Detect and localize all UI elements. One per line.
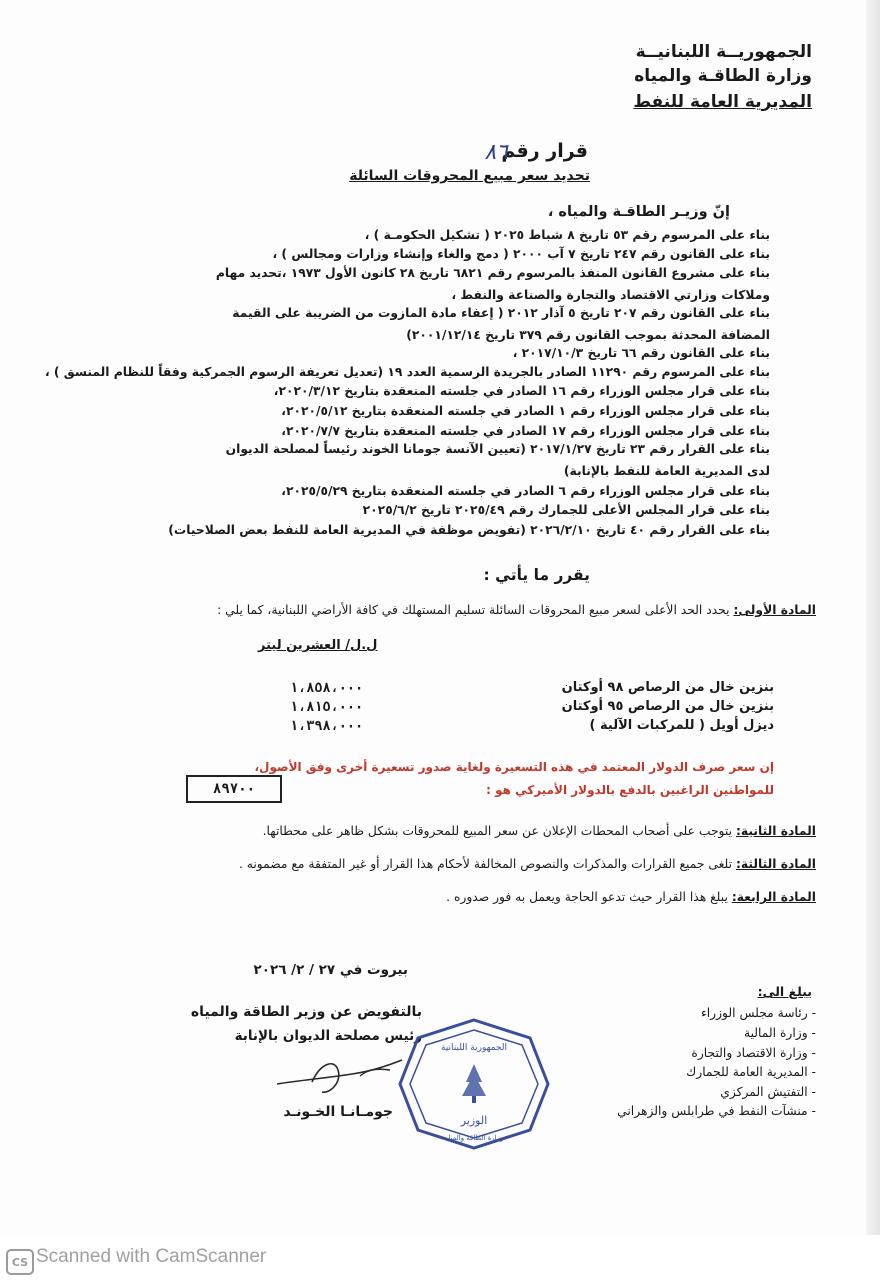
stamp-bottom-text: وزارة الطاقة والمياه: [444, 1134, 504, 1142]
notify-item-1: - رئاسة مجلس الوزراء: [700, 1006, 816, 1020]
article-2-label: المادة الثانية:: [735, 824, 816, 838]
camscanner-logo-icon: CS: [6, 1249, 34, 1275]
stamp-center-text: الوزير: [460, 1114, 488, 1127]
notify-item-6: - منشآت النفط في طرابلس والزهراني: [617, 1104, 816, 1118]
consideration-1: بناء على المرسوم رقم ٥٣ تاريخ ٨ شباط ٢٠٢٥ ( تشكيل الحكومـة ) ،: [364, 228, 770, 242]
notify-item-2: - وزارة المالية: [744, 1026, 816, 1040]
dollar-rate-box: [186, 775, 282, 803]
article-3-label: المادة الثالثة:: [735, 857, 816, 871]
fuel-name-98: بنزين خال من الرصاص ٩٨ أوكتان: [561, 680, 774, 695]
article-4: [446, 890, 816, 904]
consideration-7: بناء على قرار مجلس الوزراء رقم ١٦ الصادر في جلسته المنعقدة بتاريخ ٢٠٢٠/٣/١٢،: [273, 384, 770, 398]
consideration-3: بناء على مشروع القانون المنفذ بالمرسوم رقم ٦٨٢١ تاريخ ٢٨ كانون الأول ١٩٧٣ ،تحديد مهام وملاكات وزارتي الاقتصاد والتجارة والصناعة والنفط ،: [215, 266, 770, 302]
price-unit-header: ل.ل/ العشرين ليتر: [258, 638, 378, 653]
consideration-11: بناء على قرار مجلس الوزراء رقم ٦ الصادر في جلسته المنعقدة بتاريخ ٢٠٢٥/٥/٢٩،: [281, 484, 770, 498]
notify-item-5: - التفتيش المركزي: [720, 1085, 816, 1099]
handwritten-signature: [272, 1050, 412, 1100]
header-ministry: وزارة الطاقـة والمياه: [634, 66, 812, 86]
consideration-2: بناء على القانون رقم ٢٤٧ تاريخ ٧ آب ٢٠٠٠ ( دمج والغاء وإنشاء وزارات ومجالس ) ،: [272, 247, 770, 261]
notify-title: يبلغ الى:: [757, 984, 812, 999]
decision-subject: تحديد سعر مبيع المحروقات السائلة: [349, 168, 590, 184]
header-directorate: المديرية العامة للنفط: [633, 92, 812, 112]
decision-title: قرار رقم: [501, 140, 588, 162]
header-republic: الجمهوريــة اللبنانيــة: [635, 42, 812, 62]
consideration-6: بناء على المرسوم رقم ١١٢٩٠ الصادر بالجريدة الرسمية العدد ١٩ (تعديل تعريفة الرسوم الجمركية وفقاً للنظام المنسق ) ،: [44, 365, 770, 379]
article-4-text: يبلغ هذا القرار حيث تدعو الحاجة ويعمل به فور صدوره .: [446, 890, 728, 904]
consideration-13: بناء على القرار رقم ٤٠ تاريخ ٢٠٢٦/٢/١٠ (تفويض موظفة في المديرية العامة للنفط بعض الصلاحيات): [168, 523, 770, 537]
article-3: [239, 857, 816, 871]
dollar-note-line2: للمواطنين الراغبين بالدفع بالدولار الأميركي هو :: [486, 783, 774, 797]
consideration-4: بناء على القانون رقم ٢٠٧ تاريخ ٥ آذار ٢٠١٢ ( إعفاء مادة المازوت من الضريبة على القيمة المضافة المحدثة بموجب القانون رقم ٣٧٩ تاريخ ٢٠٠١/١٢/١٤): [232, 306, 770, 342]
resolves-heading: يقرر ما يأتي :: [483, 566, 590, 584]
camscanner-watermark: Scanned with CamScanner: [36, 1246, 267, 1267]
article-1-text: يحدد الحد الأعلى لسعر مبيع المحروقات السائلة تسليم المستهلك في كافة الأراضي اللبنانية، كما يلي :: [217, 603, 730, 617]
decision-number: ٨٦: [484, 140, 508, 165]
page-edge-shadow: [866, 0, 880, 1235]
price-diesel: ١،٣٩٨،٠٠٠: [290, 718, 364, 734]
article-1: [217, 603, 816, 617]
consideration-5: بناء على القانون رقم ٦٦ تاريخ ٢٠١٧/١٠/٣ ،: [512, 346, 770, 360]
consideration-9: بناء على قرار مجلس الوزراء رقم ١٧ الصادر في جلسته المنعقدة بتاريخ ٢٠٢٠/٧/٧،: [281, 424, 770, 438]
price-95: ١،٨١٥،٠٠٠: [290, 699, 364, 715]
article-3-text: تلغى جميع القرارات والمذكرات والنصوص المخالفة لأحكام هذا القرار أو غير المتفقة مع مضمونه .: [238, 857, 733, 871]
article-2: [263, 824, 816, 838]
signature-title-2: رئيس مصلحة الديوان بالإنابة: [234, 1028, 422, 1044]
consideration-12: بناء على قرار المجلس الأعلى للجمارك رقم ٢٠٢٥/٤٩ تاريخ ٢٠٢٥/٦/٢: [362, 503, 770, 517]
official-stamp: [396, 1016, 552, 1152]
article-2-text: يتوجب على أصحاب المحطات الإعلان عن سعر المبيع للمحروقات بشكل ظاهر على محطاتها.: [262, 824, 733, 838]
article-4-label: المادة الرابعة:: [731, 890, 816, 904]
dollar-note-line1: إن سعر صرف الدولار المعتمد في هذه التسعيرة ولغاية صدور تسعيرة أخرى وفق الأصول،: [254, 760, 774, 774]
consideration-8: بناء على قرار مجلس الوزراء رقم ١ الصادر في جلسته المنعقدة بتاريخ ٢٠٢٠/٥/١٢،: [281, 404, 770, 418]
dollar-rate-value: ٨٩٧٠٠: [212, 781, 256, 797]
consideration-10: بناء على القرار رقم ٢٣ تاريخ ٢٠١٧/١/٢٧ (تعيين الآنسة جومانا الخوند رئيساً لمصلحة الديوان لدى المديرية العامة للنفط بالإنابة): [225, 442, 770, 478]
signature-title-1: بالتفويض عن وزير الطاقة والمياه: [190, 1004, 422, 1020]
notify-item-3: - وزارة الاقتصاد والتجارة: [691, 1046, 816, 1060]
stamp-ring-text: الجمهورية اللبنانية: [440, 1043, 508, 1053]
fuel-name-diesel: ديزل أويل ( للمركبات الآلية ): [589, 718, 774, 733]
date-line: بيروت في ٢٧ / ٢/ ٢٠٢٦: [253, 962, 408, 978]
signatory-name: جومـانـا الخـونـد: [283, 1104, 393, 1120]
price-98: ١،٨٥٨،٠٠٠: [290, 680, 364, 696]
fuel-name-95: بنزين خال من الرصاص ٩٥ أوكتان: [561, 699, 774, 714]
notify-item-4: - المديرية العامة للجمارك: [686, 1065, 816, 1079]
minister-line: إنّ وزيـر الطاقـة والمياه ،: [547, 204, 730, 220]
article-1-label: المادة الأولى:: [733, 603, 816, 617]
